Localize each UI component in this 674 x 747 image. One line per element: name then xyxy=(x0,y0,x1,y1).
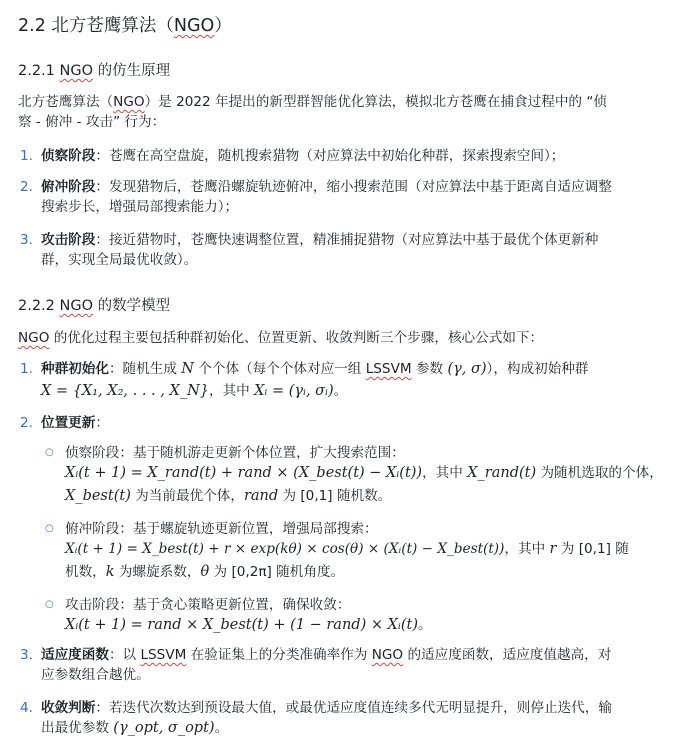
list-number: 3. xyxy=(20,647,33,663)
dive-update-formula: Xᵢ(t + 1) = X_best(t) + r × exp(kθ) × cos(θ) × (Xᵢ(t) − X_best(t)) xyxy=(65,541,505,557)
population-set-formula: X = {X₁, X₂, . . . , X_N} xyxy=(41,383,209,399)
list-item-dive-line2: 搜索步长，增强局部搜索能力）； xyxy=(41,199,239,215)
subsection-title-model: 2.2.2 NGO 的数学模型 xyxy=(18,298,171,314)
recon-update-formula: Xᵢ(t + 1) = X_rand(t) + rand × (X_best(t) − Xᵢ(t)) xyxy=(65,465,423,481)
subitem-dive-formula-line: Xᵢ(t + 1) = X_best(t) + r × exp(kθ) × cos(θ) × (Xᵢ(t) − X_best(t))，其中 r 为 [0,1] 随 xyxy=(65,541,629,557)
list-number: 4. xyxy=(20,700,33,716)
list-item-attack-line2: 群，实现全局最优收敛）。 xyxy=(41,252,198,268)
subitem-recon-line3: X_best(t) 为当前最优个体，rand 为 [0,1] 随机数。 xyxy=(65,488,392,504)
step-fitness-line1: 适应度函数：以 LSSVM 在验证集上的分类准确率作为 NGO 的适应度函数，适应度值越高，对 xyxy=(41,647,612,663)
list-number: 1. xyxy=(20,148,33,164)
subitem-recon-formula-line: Xᵢ(t + 1) = X_rand(t) + rand × (X_best(t) − Xᵢ(t))，其中 X_rand(t) 为随机选取的个体， xyxy=(65,465,663,481)
list-item-reconnaissance: 侦察阶段：苍鹰在高空盘旋，随机搜索猎物（对应算法中初始化种群，探索搜索空间）； xyxy=(41,148,565,164)
subitem-dive-label: 俯冲阶段：基于螺旋轨迹更新位置，增强局部搜索： xyxy=(65,521,378,537)
step-init-line1: 种群初始化：随机生成 N 个个体（每个个体对应一组 LSSVM 参数 (γ, σ)），构成初始种群 xyxy=(41,361,589,377)
step-init-line2: X = {X₁, X₂, . . . , X_N}，其中 Xᵢ = (γᵢ, σᵢ)。 xyxy=(41,383,348,399)
subitem-dive-line3: 机数，k 为螺旋系数，θ 为 [0,2π] 随机角度。 xyxy=(65,564,345,580)
step-convergence-line1: 收敛判断：若迭代次数达到预设最大值，或最优适应度值连续多代无明显提升，则停止迭代，输 xyxy=(41,700,612,716)
step-fitness-line2: 应参数组合越优。 xyxy=(41,667,150,683)
subitem-attack-label: 攻击阶段：基于贪心策略更新位置，确保收敛： xyxy=(65,597,351,613)
bullet-circle: ○ xyxy=(45,523,54,534)
list-number: 3. xyxy=(20,232,33,248)
intro-paragraph-line2: 察 - 俯冲 - 攻击” 行为： xyxy=(18,114,166,130)
intro-paragraph-line1: 北方苍鹰算法（NGO）是 2022 年提出的新型群智能优化算法，模拟北方苍鹰在捕食过程中的 “侦 xyxy=(18,94,607,110)
step-update-title: 位置更新： xyxy=(41,415,109,431)
subitem-recon-label: 侦察阶段：基于随机游走更新个体位置，扩大搜索范围： xyxy=(65,445,405,461)
section-title: 2.2 北方苍鹰算法（NGO） xyxy=(18,16,232,36)
subitem-attack-formula-line: Xᵢ(t + 1) = rand × X_best(t) + (1 − rand) × Xᵢ(t)。 xyxy=(65,617,432,633)
attack-update-formula: Xᵢ(t + 1) = rand × X_best(t) + (1 − rand) × Xᵢ(t) xyxy=(65,617,418,633)
list-number: 2. xyxy=(20,179,33,195)
model-intro: NGO 的优化过程主要包括种群初始化、位置更新、收敛判断三个步骤，核心公式如下： xyxy=(18,330,544,346)
subsection-title-principle: 2.2.1 NGO 的仿生原理 xyxy=(18,63,171,79)
bullet-circle: ○ xyxy=(45,599,54,610)
list-item-attack-line1: 攻击阶段：接近猎物时，苍鹰快速调整位置，精准捕捉猎物（对应算法中基于最优个体更新种 xyxy=(41,232,599,248)
list-number: 1. xyxy=(20,361,33,377)
step-convergence-line2: 出最优参数 (γ_opt, σ_opt)。 xyxy=(41,720,229,736)
list-item-dive-line1: 俯冲阶段：发现猎物后，苍鹰沿螺旋轨迹俯冲，缩小搜索范围（对应算法中基于距离自适应调整 xyxy=(41,179,612,195)
bullet-circle: ○ xyxy=(45,447,54,458)
list-number: 2. xyxy=(20,415,33,431)
